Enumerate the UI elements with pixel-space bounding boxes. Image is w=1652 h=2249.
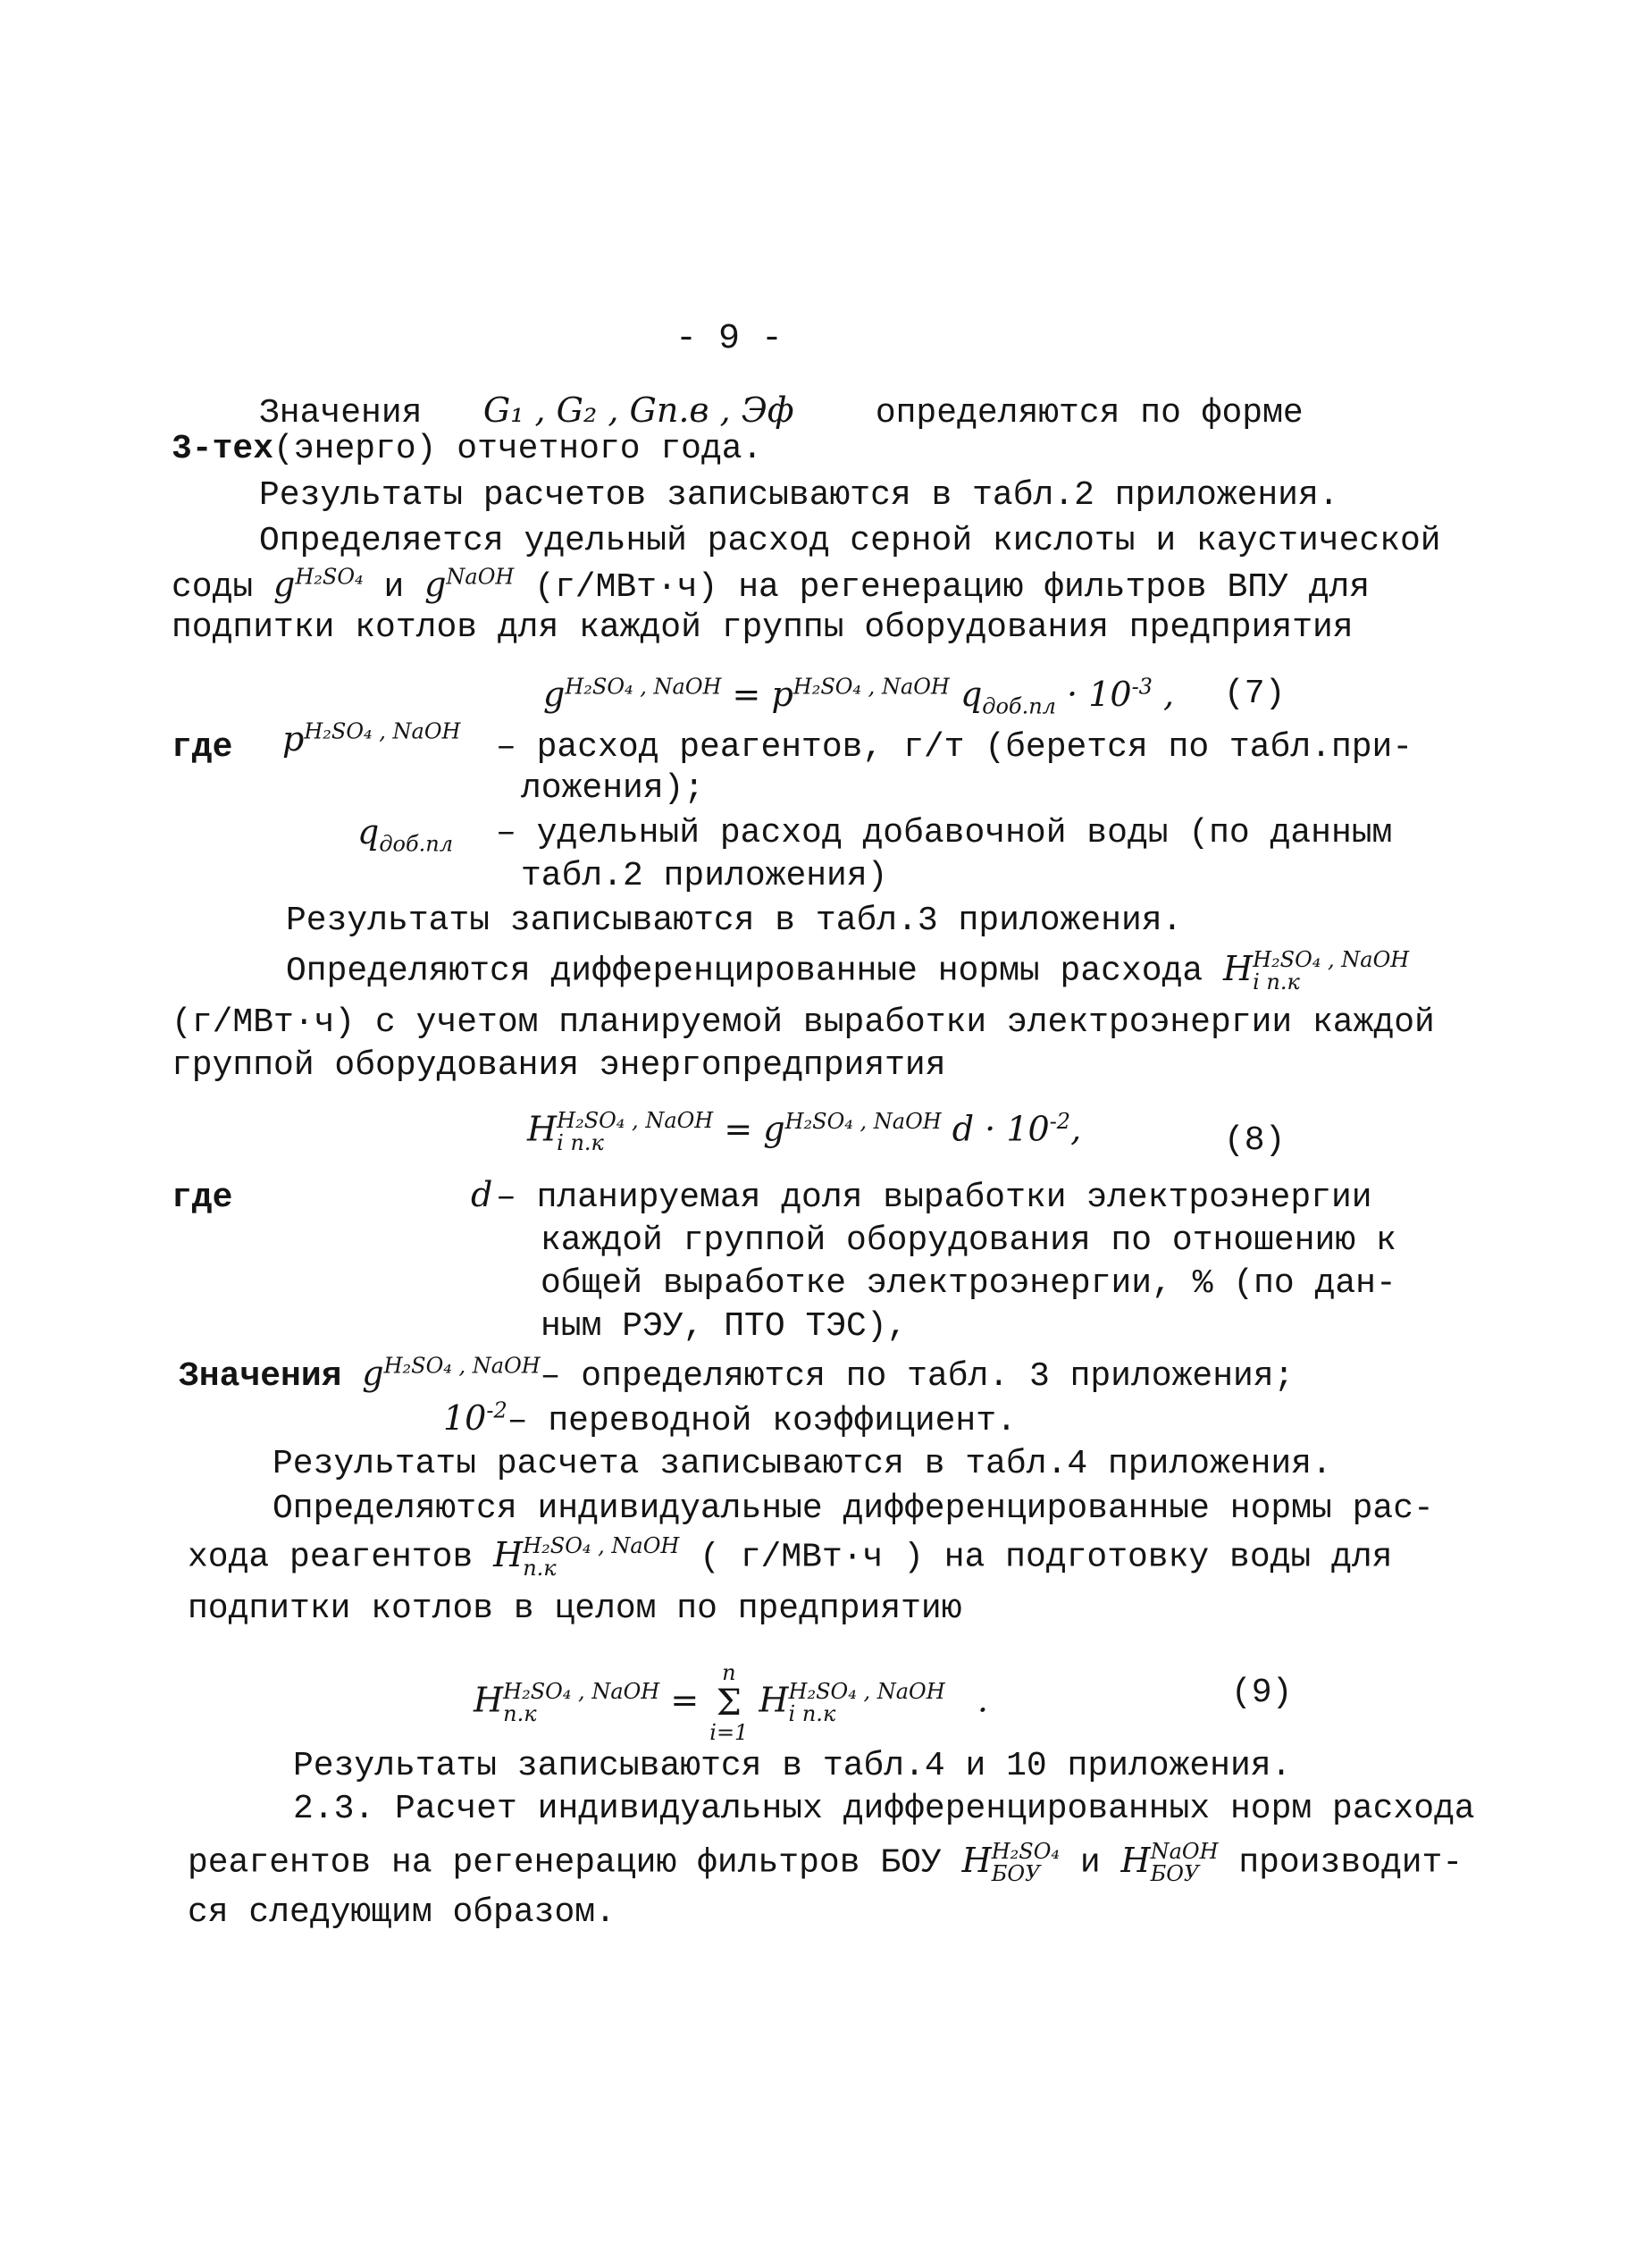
- eq7-pow: -3: [1131, 674, 1153, 700]
- H-ipk-sup: H₂SO₄ , NaOH: [1253, 947, 1410, 972]
- d-definition-1: – планируемая доля выработки электроэнергии: [496, 1179, 1372, 1217]
- equation-7: $g^{H_2SO_4 , NaOH} = p^{H_2SO_4 , NaOH}$ $q_{доб.пл} \cdot 10^{-3}$ ,: [543, 674, 1175, 719]
- H-ipk-sub: i п.к: [1253, 969, 1300, 995]
- d-definition-2: каждой группой оборудования по отношению к: [541, 1221, 1396, 1260]
- values-g-prefix: Значения: [179, 1357, 342, 1396]
- g-naoh-symbol: $g^{NaOH}$: [424, 564, 515, 604]
- form-code: 3-тех: [172, 430, 274, 468]
- coef-line: [443, 1397, 1017, 1440]
- coef-definition: – переводной коэффициент.: [507, 1402, 1017, 1440]
- H-bou-naoh-sup: NaOH: [1150, 1839, 1219, 1864]
- p-symbol-sup: H₂SO₄ , NaOH: [304, 718, 461, 744]
- eq8-pow: -2: [1049, 1109, 1071, 1135]
- where-label-1: где: [172, 728, 233, 767]
- eq8-H-sub: i п.к: [557, 1130, 604, 1156]
- equation-8: H H₂SO₄ , NaOH i п.к = $g^{H_2SO_4 , NaOH}$ $d \cdot 10^{-2}$,: [527, 1108, 1082, 1156]
- form-rest: (энерго) отчетного года.: [273, 430, 763, 468]
- individual-norms-line2: [188, 1535, 1392, 1580]
- results-table4: Результаты расчета записываются в табл.4 приложения.: [273, 1445, 1332, 1483]
- specific-consumption-line3: подпитки котлов для каждой группы оборудования предприятия: [172, 608, 1354, 647]
- specific-consumption-line2: [172, 564, 1371, 607]
- equation-7-number: (7): [1224, 675, 1286, 713]
- d-definition-4: ным РЭУ, ПТО ТЭС),: [541, 1307, 908, 1346]
- eq7-equals: =: [732, 675, 761, 714]
- eq8-tail: ,: [1070, 1109, 1082, 1149]
- bou-text: реагентов на регенерацию фильтров БОУ: [188, 1843, 942, 1883]
- eq7-p-sup: H₂SO₄ , NaOH: [792, 674, 950, 700]
- sum-lower-limit: i=1: [709, 1720, 749, 1746]
- sum-upper-limit: n: [722, 1660, 736, 1685]
- d-definition-3: общей выработке электроэнергии, % (по дан-: [541, 1264, 1396, 1303]
- units-text: (г/МВт·ч) на регенерацию фильтров ВПУ для: [534, 568, 1371, 607]
- values-prefix: Значения: [259, 394, 423, 432]
- H-ipk-symbol: H H₂SO₄ , NaOH i п.к: [1222, 947, 1410, 995]
- values-g-symbol: $g^{H_2SO_4 , NaOH}$: [362, 1353, 541, 1393]
- H-pk-symbol: H H₂SO₄ , NaOH п.к: [493, 1533, 680, 1582]
- equation-8-number: (8): [1224, 1121, 1286, 1160]
- g-symbols: G₁ , G₂ , Gп.в , Эф: [482, 390, 794, 430]
- coef-symbol: 10: [443, 1398, 487, 1438]
- eq9-equals: =: [670, 1680, 700, 1720]
- H-bou-naoh-symbol: H NaOH БОУ: [1120, 1839, 1219, 1887]
- produced-text: производит-: [1238, 1843, 1463, 1883]
- diff-norms-line2: (г/МВт·ч) с учетом планируемой выработки электроэнергии каждой: [172, 1003, 1435, 1042]
- g-h2so4-symbol: $g^{H_2SO_4}$: [273, 564, 364, 604]
- q-definition-2: табл.2 приложения): [521, 857, 888, 895]
- specific-consumption-line1: Определяется удельный расход серной кислоты и каустической: [259, 522, 1441, 560]
- H-bou-h2so4-sup: H₂SO₄: [991, 1839, 1060, 1864]
- values-g-definition: – определяются по табл. 3 приложения;: [540, 1357, 1295, 1396]
- individual-norms-line1: Определяются индивидуальные дифференцированные нормы рас-: [273, 1490, 1434, 1528]
- values-line: [259, 390, 1304, 432]
- soda-word: соды: [172, 568, 254, 607]
- results-table3: Результаты записываются в табл.3 приложения.: [286, 902, 1183, 940]
- coef-pow: -2: [486, 1397, 507, 1423]
- d-symbol: d: [471, 1175, 493, 1214]
- diff-norms-line3: группой оборудования энергопредприятия: [172, 1046, 946, 1085]
- eq9-H-sup: H₂SO₄ , NaOH: [503, 1679, 660, 1704]
- H-bou-naoh-sub: БОУ: [1150, 1861, 1200, 1887]
- equation-9-number: (9): [1231, 1674, 1293, 1712]
- eq7-mult: · 10: [1067, 675, 1132, 714]
- reagents-text: хода реагентов: [188, 1538, 474, 1577]
- q-definition-1: – удельный расход добавочной воды (по данным: [496, 814, 1393, 852]
- values-g-line: [179, 1353, 1295, 1396]
- eq8-mult: d · 10: [952, 1109, 1050, 1149]
- values-suffix: определяются по форме: [875, 394, 1304, 432]
- sum-sign-icon: Σ: [716, 1683, 742, 1725]
- eq8-H-sup: H₂SO₄ , NaOH: [557, 1108, 714, 1133]
- diff-norms-line1: [286, 949, 1409, 994]
- g-naoh-sup: NaOH: [446, 564, 515, 590]
- equation-9: H H₂SO₄ , NaOH п.к = n Σ i=1 H H₂SO₄ , NaOH i п.к .: [474, 1660, 988, 1746]
- H-pk-sup: H₂SO₄ , NaOH: [523, 1533, 680, 1558]
- p-definition-1: – расход реагентов, г/т (берется по табл.при-: [496, 728, 1413, 767]
- section-2-3-line3: ся следующим образом.: [188, 1893, 616, 1932]
- water-prep-text: ( г/МВт·ч ) на подготовку воды для: [700, 1538, 1393, 1577]
- eq9-H-sub: п.к: [503, 1701, 537, 1727]
- individual-norms-line3: подпитки котлов в целом по предприятию: [188, 1590, 962, 1628]
- eq7-q-sub: доб.пл: [982, 693, 1056, 719]
- and-word-2: и: [1079, 1843, 1101, 1883]
- q-symbol: $q_{доб.пл}$: [357, 812, 454, 857]
- results-table2: Результаты расчетов записываются в табл.2 приложения.: [259, 476, 1339, 515]
- eq8-g-sup: H₂SO₄ , NaOH: [784, 1109, 942, 1135]
- section-2-3-line2: [188, 1841, 1463, 1885]
- and-word: и: [383, 568, 405, 607]
- eq7-tail: ,: [1163, 675, 1175, 714]
- section-2-3-line1: 2.3. Расчет индивидуальных дифференцированных норм расхода: [293, 1790, 1475, 1828]
- H-bou-h2so4-symbol: H H₂SO₄ БОУ: [961, 1839, 1060, 1887]
- where-label-2: где: [172, 1179, 233, 1217]
- form-line: [172, 432, 762, 466]
- p-definition-2: ложения);: [521, 769, 705, 808]
- eq9-tail: .: [977, 1680, 988, 1720]
- g-h2so4-sup: H₂SO₄: [295, 564, 364, 590]
- eq8-equals: =: [724, 1109, 753, 1149]
- diff-norms-text: Определяются дифференцированные нормы расхода: [286, 952, 1203, 991]
- H-bou-h2so4-sub: БОУ: [991, 1861, 1041, 1887]
- eq7-g-sup: H₂SO₄ , NaOH: [565, 674, 722, 700]
- results-table4-10: Результаты записываются в табл.4 и 10 приложения.: [293, 1747, 1292, 1785]
- H-pk-sub: п.к: [523, 1556, 557, 1582]
- q-symbol-sub: доб.пл: [379, 831, 454, 857]
- page-number: - 9 -: [675, 319, 784, 359]
- eq9-Hi-sup: H₂SO₄ , NaOH: [788, 1679, 945, 1704]
- values-g-sup: H₂SO₄ , NaOH: [383, 1353, 541, 1379]
- p-symbol: $p^{H_2SO_4 , NaOH}$: [282, 718, 461, 759]
- eq9-Hi-sub: i п.к: [788, 1701, 836, 1727]
